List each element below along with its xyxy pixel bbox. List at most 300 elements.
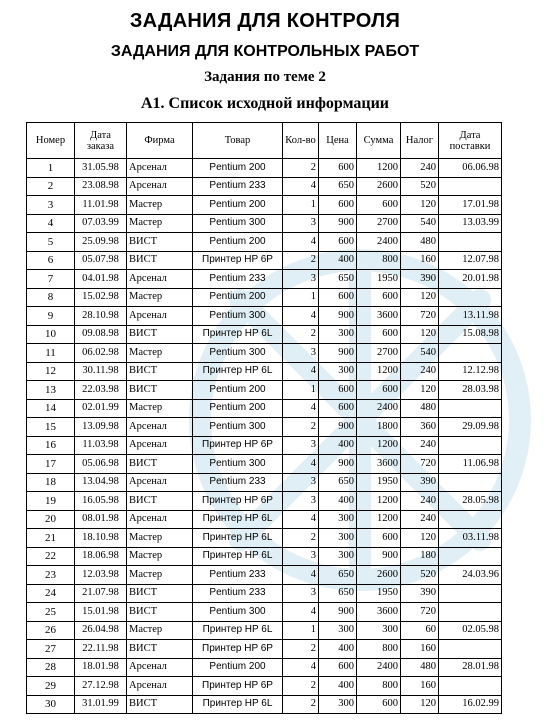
cell-tax: 120	[401, 381, 439, 400]
cell-order-date: 18.06.98	[75, 547, 127, 566]
cell-product: Принтер HP 6P	[193, 677, 283, 696]
cell-number: 28	[27, 658, 75, 677]
cell-number: 9	[27, 307, 75, 326]
cell-quantity: 2	[283, 251, 319, 270]
cell-delivery-date: 12.12.98	[439, 362, 502, 381]
table-row	[27, 455, 502, 474]
cell-quantity: 2	[283, 695, 319, 714]
cell-order-date: 15.01.98	[75, 603, 127, 622]
cell-quantity: 4	[283, 603, 319, 622]
cell-quantity: 1	[283, 621, 319, 640]
cell-firm: Арсенал	[127, 418, 193, 437]
cell-delivery-date: 28.01.98	[439, 658, 502, 677]
cell-tax: 160	[401, 640, 439, 659]
cell-tax: 120	[401, 695, 439, 714]
cell-delivery-date	[439, 233, 502, 252]
header-sum: Сумма	[357, 123, 401, 159]
cell-firm: Арсенал	[127, 159, 193, 178]
cell-quantity: 4	[283, 233, 319, 252]
cell-product: Pentium 233	[193, 270, 283, 289]
cell-quantity: 3	[283, 436, 319, 455]
cell-tax: 120	[401, 288, 439, 307]
cell-sum: 1950	[357, 270, 401, 289]
cell-firm: Мастер	[127, 399, 193, 418]
cell-tax: 540	[401, 214, 439, 233]
table-row	[27, 473, 502, 492]
cell-price: 650	[319, 584, 357, 603]
cell-firm: ВИСТ	[127, 251, 193, 270]
cell-price: 300	[319, 547, 357, 566]
cell-price: 300	[319, 621, 357, 640]
cell-sum: 2400	[357, 233, 401, 252]
table-row	[27, 325, 502, 344]
cell-firm: Мастер	[127, 214, 193, 233]
cell-sum: 2400	[357, 658, 401, 677]
cell-tax: 240	[401, 159, 439, 178]
cell-quantity: 1	[283, 288, 319, 307]
cell-product: Pentium 300	[193, 307, 283, 326]
cell-tax: 390	[401, 584, 439, 603]
cell-quantity: 2	[283, 529, 319, 548]
table-row	[27, 251, 502, 270]
cell-price: 650	[319, 177, 357, 196]
cell-tax: 160	[401, 677, 439, 696]
cell-tax: 720	[401, 603, 439, 622]
cell-quantity: 1	[283, 381, 319, 400]
table-row	[27, 658, 502, 677]
cell-quantity: 4	[283, 362, 319, 381]
cell-price: 900	[319, 418, 357, 437]
cell-product: Pentium 233	[193, 177, 283, 196]
cell-product: Pentium 200	[193, 159, 283, 178]
cell-product: Pentium 300	[193, 418, 283, 437]
cell-price: 300	[319, 325, 357, 344]
cell-price: 300	[319, 529, 357, 548]
cell-delivery-date: 11.06.98	[439, 455, 502, 474]
cell-product: Принтер HP 6P	[193, 640, 283, 659]
cell-number: 22	[27, 547, 75, 566]
cell-quantity: 4	[283, 307, 319, 326]
table-row	[27, 640, 502, 659]
cell-sum: 1800	[357, 418, 401, 437]
cell-firm: Арсенал	[127, 307, 193, 326]
cell-order-date: 26.04.98	[75, 621, 127, 640]
cell-sum: 1200	[357, 362, 401, 381]
cell-number: 6	[27, 251, 75, 270]
cell-quantity: 4	[283, 177, 319, 196]
cell-delivery-date: 03.11.98	[439, 529, 502, 548]
cell-firm: Арсенал	[127, 436, 193, 455]
table-row	[27, 529, 502, 548]
table-row	[27, 159, 502, 178]
cell-order-date: 18.10.98	[75, 529, 127, 548]
cell-firm: Мастер	[127, 344, 193, 363]
cell-sum: 2700	[357, 344, 401, 363]
cell-order-date: 13.04.98	[75, 473, 127, 492]
cell-number: 10	[27, 325, 75, 344]
cell-number: 13	[27, 381, 75, 400]
cell-sum: 600	[357, 288, 401, 307]
cell-delivery-date: 06.06.98	[439, 159, 502, 178]
cell-sum: 3600	[357, 455, 401, 474]
cell-firm: ВИСТ	[127, 584, 193, 603]
cell-number: 25	[27, 603, 75, 622]
cell-delivery-date	[439, 399, 502, 418]
cell-product: Pentium 233	[193, 566, 283, 585]
cell-sum: 600	[357, 529, 401, 548]
cell-tax: 120	[401, 325, 439, 344]
cell-delivery-date: 17.01.98	[439, 196, 502, 215]
cell-tax: 60	[401, 621, 439, 640]
cell-quantity: 2	[283, 418, 319, 437]
cell-firm: Арсенал	[127, 177, 193, 196]
cell-sum: 900	[357, 547, 401, 566]
cell-order-date: 27.12.98	[75, 677, 127, 696]
cell-sum: 1200	[357, 159, 401, 178]
cell-product: Принтер HP 6L	[193, 362, 283, 381]
cell-product: Принтер HP 6P	[193, 251, 283, 270]
cell-delivery-date	[439, 473, 502, 492]
cell-tax: 240	[401, 362, 439, 381]
cell-delivery-date: 24.03.96	[439, 566, 502, 585]
cell-price: 400	[319, 677, 357, 696]
cell-tax: 520	[401, 566, 439, 585]
cell-price: 400	[319, 640, 357, 659]
cell-number: 18	[27, 473, 75, 492]
cell-number: 20	[27, 510, 75, 529]
cell-order-date: 28.10.98	[75, 307, 127, 326]
cell-price: 600	[319, 288, 357, 307]
cell-quantity: 3	[283, 270, 319, 289]
cell-price: 900	[319, 214, 357, 233]
header-number: Номер	[27, 123, 75, 159]
cell-order-date: 06.02.98	[75, 344, 127, 363]
cell-price: 600	[319, 381, 357, 400]
cell-sum: 2700	[357, 214, 401, 233]
cell-delivery-date: 15.08.98	[439, 325, 502, 344]
cell-order-date: 30.11.98	[75, 362, 127, 381]
cell-sum: 800	[357, 251, 401, 270]
cell-number: 14	[27, 399, 75, 418]
cell-firm: ВИСТ	[127, 381, 193, 400]
cell-delivery-date: 12.07.98	[439, 251, 502, 270]
cell-delivery-date: 20.01.98	[439, 270, 502, 289]
cell-firm: ВИСТ	[127, 455, 193, 474]
cell-firm: Арсенал	[127, 658, 193, 677]
cell-sum: 800	[357, 640, 401, 659]
table-row	[27, 381, 502, 400]
cell-tax: 480	[401, 658, 439, 677]
cell-product: Pentium 200	[193, 288, 283, 307]
cell-quantity: 3	[283, 584, 319, 603]
cell-delivery-date	[439, 344, 502, 363]
cell-sum: 1200	[357, 492, 401, 511]
cell-order-date: 31.05.98	[75, 159, 127, 178]
table-row	[27, 418, 502, 437]
cell-product: Pentium 200	[193, 381, 283, 400]
cell-price: 650	[319, 270, 357, 289]
cell-sum: 600	[357, 325, 401, 344]
cell-number: 26	[27, 621, 75, 640]
cell-price: 600	[319, 399, 357, 418]
cell-delivery-date	[439, 177, 502, 196]
cell-delivery-date	[439, 584, 502, 603]
header-delivery-date: Дата поставки	[439, 123, 502, 159]
page-subtitle: ЗАДАНИЯ ДЛЯ КОНТРОЛЬНЫХ РАБОТ	[110, 43, 420, 60]
cell-firm: Мастер	[127, 566, 193, 585]
cell-order-date: 08.01.98	[75, 510, 127, 529]
cell-price: 900	[319, 455, 357, 474]
cell-firm: Мастер	[127, 547, 193, 566]
cell-delivery-date	[439, 677, 502, 696]
cell-quantity: 2	[283, 325, 319, 344]
cell-firm: ВИСТ	[127, 325, 193, 344]
cell-tax: 390	[401, 473, 439, 492]
cell-number: 11	[27, 344, 75, 363]
cell-price: 400	[319, 492, 357, 511]
cell-firm: Мастер	[127, 529, 193, 548]
cell-product: Принтер HP 6L	[193, 621, 283, 640]
cell-sum: 2600	[357, 177, 401, 196]
cell-product: Принтер HP 6L	[193, 547, 283, 566]
cell-product: Принтер HP 6L	[193, 510, 283, 529]
cell-price: 300	[319, 695, 357, 714]
cell-quantity: 3	[283, 214, 319, 233]
cell-sum: 600	[357, 381, 401, 400]
cell-order-date: 11.01.98	[75, 196, 127, 215]
cell-product: Принтер HP 6L	[193, 695, 283, 714]
cell-product: Pentium 300	[193, 603, 283, 622]
cell-quantity: 4	[283, 510, 319, 529]
cell-number: 30	[27, 695, 75, 714]
cell-delivery-date: 13.11.98	[439, 307, 502, 326]
header-price: Цена	[319, 123, 357, 159]
cell-price: 900	[319, 344, 357, 363]
cell-tax: 120	[401, 529, 439, 548]
cell-tax: 720	[401, 307, 439, 326]
cell-quantity: 2	[283, 677, 319, 696]
cell-order-date: 22.11.98	[75, 640, 127, 659]
cell-tax: 720	[401, 455, 439, 474]
cell-price: 600	[319, 159, 357, 178]
cell-sum: 3600	[357, 603, 401, 622]
topic-heading: Задания по теме 2	[204, 69, 326, 85]
cell-number: 5	[27, 233, 75, 252]
table-row	[27, 288, 502, 307]
table-row	[27, 270, 502, 289]
cell-quantity: 3	[283, 344, 319, 363]
cell-price: 300	[319, 362, 357, 381]
cell-order-date: 16.05.98	[75, 492, 127, 511]
cell-order-date: 13.09.98	[75, 418, 127, 437]
cell-product: Pentium 233	[193, 473, 283, 492]
cell-product: Pentium 200	[193, 196, 283, 215]
cell-delivery-date: 13.03.99	[439, 214, 502, 233]
cell-quantity: 4	[283, 455, 319, 474]
cell-number: 1	[27, 159, 75, 178]
cell-sum: 1200	[357, 510, 401, 529]
cell-sum: 2400	[357, 399, 401, 418]
cell-quantity: 2	[283, 159, 319, 178]
cell-number: 29	[27, 677, 75, 696]
cell-tax: 240	[401, 492, 439, 511]
header-order-date: Дата заказа	[75, 123, 127, 159]
cell-order-date: 04.01.98	[75, 270, 127, 289]
cell-price: 900	[319, 307, 357, 326]
cell-number: 15	[27, 418, 75, 437]
cell-tax: 240	[401, 436, 439, 455]
cell-delivery-date: 16.02.99	[439, 695, 502, 714]
cell-number: 27	[27, 640, 75, 659]
cell-sum: 600	[357, 695, 401, 714]
cell-quantity: 3	[283, 492, 319, 511]
cell-price: 600	[319, 233, 357, 252]
cell-delivery-date	[439, 640, 502, 659]
cell-delivery-date: 02.05.98	[439, 621, 502, 640]
cell-product: Pentium 200	[193, 233, 283, 252]
cell-product: Принтер HP 6L	[193, 529, 283, 548]
table-row	[27, 177, 502, 196]
cell-price: 400	[319, 436, 357, 455]
cell-order-date: 02.01.99	[75, 399, 127, 418]
table-header-row	[27, 123, 502, 159]
table-body	[27, 159, 502, 714]
cell-number: 24	[27, 584, 75, 603]
table-row	[27, 362, 502, 381]
cell-number: 8	[27, 288, 75, 307]
cell-price: 650	[319, 473, 357, 492]
cell-number: 16	[27, 436, 75, 455]
cell-price: 600	[319, 196, 357, 215]
cell-quantity: 2	[283, 640, 319, 659]
cell-delivery-date: 28.03.98	[439, 381, 502, 400]
section-heading: А1. Список исходной информации	[140, 95, 390, 112]
cell-delivery-date: 28.05.98	[439, 492, 502, 511]
cell-quantity: 3	[283, 473, 319, 492]
cell-tax: 360	[401, 418, 439, 437]
cell-quantity: 1	[283, 196, 319, 215]
cell-order-date: 09.08.98	[75, 325, 127, 344]
cell-number: 17	[27, 455, 75, 474]
cell-price: 900	[319, 603, 357, 622]
cell-number: 21	[27, 529, 75, 548]
cell-order-date: 07.03.99	[75, 214, 127, 233]
cell-product: Pentium 300	[193, 214, 283, 233]
cell-price: 400	[319, 251, 357, 270]
cell-sum: 800	[357, 677, 401, 696]
table-row	[27, 233, 502, 252]
table-row	[27, 677, 502, 696]
table-row	[27, 344, 502, 363]
table-row	[27, 621, 502, 640]
cell-tax: 480	[401, 399, 439, 418]
cell-product: Принтер HP 6P	[193, 436, 283, 455]
table-row	[27, 510, 502, 529]
cell-quantity: 4	[283, 658, 319, 677]
cell-product: Pentium 200	[193, 399, 283, 418]
cell-quantity: 3	[283, 547, 319, 566]
cell-firm: Мастер	[127, 621, 193, 640]
cell-product: Pentium 233	[193, 584, 283, 603]
table-row	[27, 436, 502, 455]
cell-price: 600	[319, 658, 357, 677]
cell-firm: ВИСТ	[127, 233, 193, 252]
cell-order-date: 31.01.99	[75, 695, 127, 714]
cell-firm: ВИСТ	[127, 695, 193, 714]
cell-number: 2	[27, 177, 75, 196]
cell-firm: ВИСТ	[127, 603, 193, 622]
cell-price: 300	[319, 510, 357, 529]
cell-firm: Мастер	[127, 196, 193, 215]
cell-order-date: 25.09.98	[75, 233, 127, 252]
cell-tax: 540	[401, 344, 439, 363]
cell-tax: 240	[401, 510, 439, 529]
cell-order-date: 05.06.98	[75, 455, 127, 474]
cell-number: 4	[27, 214, 75, 233]
cell-sum: 1200	[357, 436, 401, 455]
cell-delivery-date	[439, 436, 502, 455]
table-row	[27, 214, 502, 233]
cell-order-date: 15.02.98	[75, 288, 127, 307]
cell-order-date: 18.01.98	[75, 658, 127, 677]
cell-product: Pentium 200	[193, 658, 283, 677]
cell-number: 23	[27, 566, 75, 585]
cell-number: 7	[27, 270, 75, 289]
cell-tax: 520	[401, 177, 439, 196]
cell-order-date: 22.03.98	[75, 381, 127, 400]
cell-product: Pentium 300	[193, 455, 283, 474]
table-row	[27, 603, 502, 622]
cell-sum: 1950	[357, 584, 401, 603]
cell-delivery-date	[439, 510, 502, 529]
cell-sum: 300	[357, 621, 401, 640]
cell-tax: 180	[401, 547, 439, 566]
table-row	[27, 307, 502, 326]
cell-firm: Мастер	[127, 288, 193, 307]
table-row	[27, 566, 502, 585]
header-tax: Налог	[401, 123, 439, 159]
cell-price: 650	[319, 566, 357, 585]
cell-firm: Арсенал	[127, 677, 193, 696]
table-row	[27, 584, 502, 603]
header-firm: Фирма	[127, 123, 193, 159]
page-title: ЗАДАНИЯ ДЛЯ КОНТРОЛЯ	[129, 10, 401, 32]
cell-number: 3	[27, 196, 75, 215]
table-row	[27, 492, 502, 511]
cell-firm: ВИСТ	[127, 362, 193, 381]
cell-firm: Арсенал	[127, 473, 193, 492]
cell-tax: 390	[401, 270, 439, 289]
cell-tax: 160	[401, 251, 439, 270]
cell-order-date: 11.03.98	[75, 436, 127, 455]
cell-firm: Арсенал	[127, 510, 193, 529]
cell-order-date: 12.03.98	[75, 566, 127, 585]
table-row	[27, 196, 502, 215]
cell-delivery-date	[439, 547, 502, 566]
header-quantity: Кол-во	[283, 123, 319, 159]
cell-tax: 120	[401, 196, 439, 215]
header-product: Товар	[193, 123, 283, 159]
cell-delivery-date: 29.09.98	[439, 418, 502, 437]
cell-product: Принтер HP 6P	[193, 492, 283, 511]
cell-delivery-date	[439, 603, 502, 622]
cell-order-date: 23.08.98	[75, 177, 127, 196]
table-row	[27, 547, 502, 566]
cell-sum: 1950	[357, 473, 401, 492]
cell-sum: 2600	[357, 566, 401, 585]
cell-sum: 3600	[357, 307, 401, 326]
cell-tax: 480	[401, 233, 439, 252]
